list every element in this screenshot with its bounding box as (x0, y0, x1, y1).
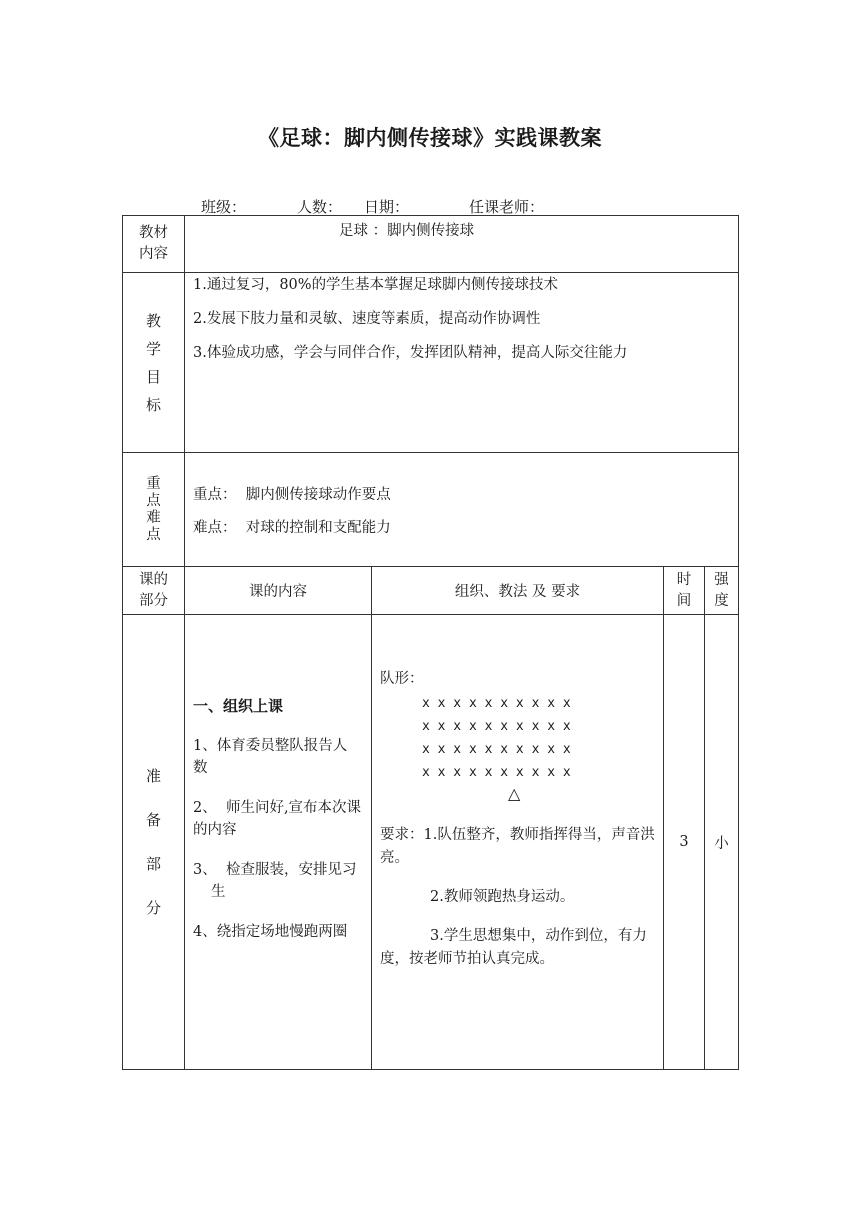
key-point: 重点： 脚内侧传接球动作要点 (193, 486, 391, 503)
prep-content-cell (185, 615, 372, 1070)
prep-item: 3、 检查服装，安排见习生 (193, 862, 357, 900)
page-title: 《足球：脚内侧传接球》实践课教案 (258, 126, 602, 150)
prep-method (372, 615, 663, 971)
header-part: 课的部分 (139, 571, 168, 609)
goals-label (123, 307, 184, 419)
prep-label-char: 备 (145, 811, 161, 829)
prep-time: 3 (664, 615, 705, 1070)
prep-item: 2、 师生问好,宣布本次课的内容 (193, 800, 362, 838)
formation-diagram (380, 692, 657, 784)
goal-item: 3.体验成功感，学会与同伴合作，发挥团队精神，提高人际交往能力 (193, 345, 628, 361)
prep-part-label (123, 754, 184, 930)
prep-item: 1、体育委员整队报告人数 (193, 738, 348, 776)
key-label-cell (123, 453, 185, 567)
teacher-position-icon: △ (508, 784, 521, 803)
formation-row: x x x x x x x x x x (422, 742, 571, 757)
goals-cell (185, 273, 739, 453)
requirement-item: 要求：1.队伍整齐，教师指挥得当，声音洪亮。 (380, 827, 655, 866)
prep-row (123, 615, 739, 1070)
prep-part-cell (123, 615, 185, 1070)
formation-row: x x x x x x x x x x (422, 696, 571, 711)
header-time: 时间 (676, 571, 692, 609)
formation-label: 队形： (380, 671, 424, 687)
teacher-label: 任课老师： (469, 198, 545, 216)
key-label-char: 点 (146, 526, 161, 543)
header-content: 课的内容 (185, 567, 372, 615)
header-intensity: 强度 (714, 571, 729, 609)
formation-row: x x x x x x x x x x (422, 719, 571, 734)
content-label: 教材内容 (139, 225, 168, 262)
header-method: 组织、教法 及 要求 (372, 567, 664, 615)
key-label-char: 难 (146, 509, 161, 526)
requirement-item: 2.教师领跑热身运动。 (430, 889, 575, 905)
date-label: 日期： (364, 198, 410, 216)
count-label: 人数： (297, 198, 343, 216)
header-part-cell (123, 567, 185, 615)
lesson-plan-table (122, 215, 739, 1070)
key-points-row (123, 453, 739, 567)
goal-item: 1.通过复习，80%的学生基本掌握足球脚内侧传接球技术 (193, 277, 559, 293)
header-time-cell (664, 567, 705, 615)
goals-label-char: 学 (145, 339, 161, 358)
prep-label-char: 分 (145, 899, 161, 917)
key-label (123, 476, 184, 544)
content-value: 足球 ：脚内侧传接球 (339, 223, 475, 239)
goals-label-char: 教 (145, 311, 161, 330)
difficulty: 难点： 对球的控制和支配能力 (193, 519, 391, 536)
prep-content (185, 615, 371, 943)
section-title: 一、组织上课 (193, 697, 284, 715)
prep-item: 4、绕指定场地慢跑两圈 (193, 924, 348, 940)
class-label: 班级： (201, 198, 247, 216)
prep-label-char: 准 (145, 767, 161, 785)
content-value-cell (185, 216, 739, 273)
goals-row (123, 273, 739, 453)
key-points-cell (185, 453, 739, 567)
requirement-item: 3.学生思想集中，动作到位，有力度，按老师节拍认真完成。 (380, 928, 647, 967)
prep-label-char: 部 (145, 855, 161, 873)
schedule-header-row (123, 567, 739, 615)
goals-label-char: 目 (145, 367, 161, 386)
goals-label-char: 标 (145, 395, 161, 414)
prep-intensity: 小 (705, 615, 739, 1070)
content-label-cell (123, 216, 185, 273)
prep-method-cell (372, 615, 664, 1070)
key-label-char: 点 (146, 492, 161, 509)
goal-item: 2.发展下肢力量和灵敏、速度等素质，提高动作协调性 (193, 311, 541, 327)
formation-row: x x x x x x x x x x (422, 765, 571, 780)
header-intensity-cell (705, 567, 739, 615)
content-row (123, 216, 739, 273)
goals-label-cell (123, 273, 185, 453)
key-label-char: 重 (146, 475, 161, 492)
